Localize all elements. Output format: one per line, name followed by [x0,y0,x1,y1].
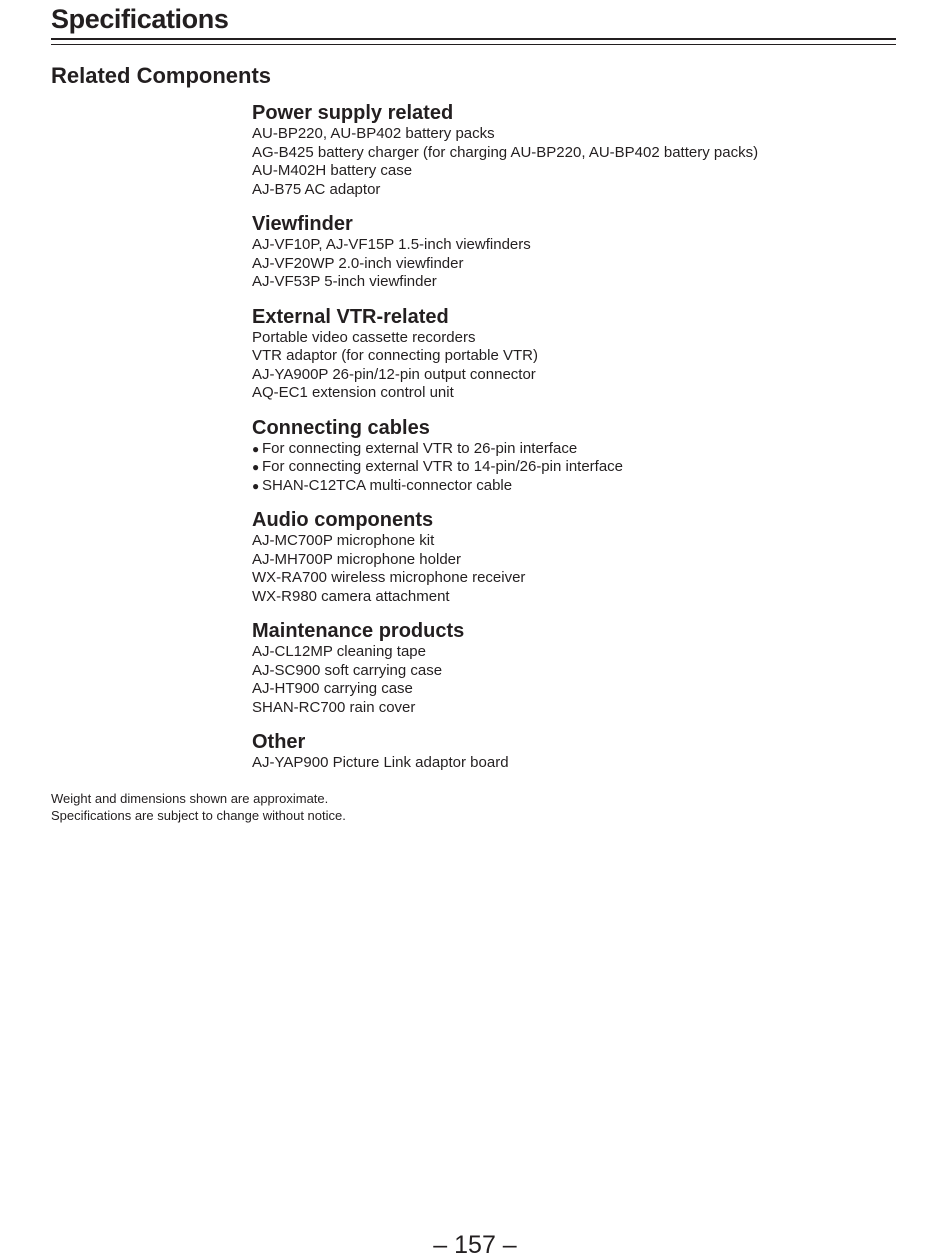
group-list [252,532,892,606]
component-group [252,619,892,717]
list-item-text: VTR adaptor (for connecting portable VTR) [252,347,538,364]
component-group [252,416,892,496]
list-item-text: Portable video cassette recorders [252,328,476,346]
list-item [252,754,892,773]
list-item-text: AJ-YAP900 Picture Link adaptor board [252,754,509,771]
list-item [252,662,892,681]
list-item [252,458,892,477]
list-item [252,144,892,163]
notes [51,790,346,824]
component-groups [252,101,892,786]
list-item [252,680,892,699]
bullet-icon: ● [252,478,260,493]
group-list [252,329,892,403]
list-item [252,384,892,403]
group-heading: Maintenance products [252,620,465,642]
group-list [252,643,892,717]
header-rule-thin [51,44,896,45]
list-item [252,477,892,496]
list-item [252,347,892,366]
header-rule-thick [51,38,896,40]
list-item [252,643,892,662]
note-subject-to-change: Specifications are subject to change without notice. [51,808,346,823]
page-title: Specifications [51,4,229,34]
list-item [252,440,892,459]
list-item [252,255,892,274]
list-item-text: AU-BP220, AU-BP402 battery packs [252,125,495,142]
list-item-text: AQ-EC1 extension control unit [252,384,454,401]
list-item [252,181,892,200]
list-item-text: AJ-VF10P, AJ-VF15P 1.5-inch viewfinders [252,236,531,253]
bullet-icon: ● [252,441,260,456]
group-heading: External VTR-related [252,305,449,328]
list-item-text: AJ-MH700P microphone holder [252,550,461,568]
component-group [252,730,892,773]
list-item-text: For connecting external VTR to 26-pin interface [262,439,578,457]
page-header [51,2,896,45]
group-list [252,236,892,292]
list-item-text: AJ-YA900P 26-pin/12-pin output connector [252,365,536,383]
list-item [252,125,892,144]
list-item-text: For connecting external VTR to 14-pin/26-pin interface [262,458,624,475]
list-item-text: AJ-VF20WP 2.0-inch viewfinder [252,254,464,272]
list-item-text: AG-B425 battery charger (for charging AU-BP220, AU-BP402 battery packs) [252,143,759,161]
group-list [252,440,892,496]
list-item [252,532,892,551]
component-group [252,101,892,199]
page-number: – 157 – [433,1231,517,1259]
list-item-text: AJ-CL12MP cleaning tape [252,643,426,660]
list-item-text: WX-R980 camera attachment [252,587,450,605]
note-approximate: Weight and dimensions shown are approximate. [51,791,329,806]
list-item [252,236,892,255]
group-list [252,754,892,773]
list-item [252,329,892,348]
list-item-text: AJ-MC700P microphone kit [252,532,435,549]
list-item [252,588,892,607]
group-heading: Other [252,731,306,753]
list-item-text: AJ-B75 AC adaptor [252,180,381,198]
group-list [252,125,892,199]
component-group [252,508,892,606]
group-heading: Audio components [252,509,434,531]
list-item [252,366,892,385]
list-item [252,273,892,292]
list-item-text: AJ-HT900 carrying case [252,680,413,697]
list-item [252,162,892,181]
component-group [252,305,892,403]
list-item [252,699,892,718]
section-title: Related Components [51,63,272,88]
list-item-text: AU-M402H battery case [252,162,413,179]
list-item-text: SHAN-C12TCA multi-connector cable [262,476,513,494]
group-heading: Connecting cables [252,416,430,439]
bullet-icon: ● [252,460,260,474]
list-item-text: SHAN-RC700 rain cover [252,698,416,716]
list-item-text: AJ-VF53P 5-inch viewfinder [252,273,437,290]
group-heading: Power supply related [252,102,454,124]
list-item-text: AJ-SC900 soft carrying case [252,661,443,679]
list-item [252,569,892,588]
list-item-text: WX-RA700 wireless microphone receiver [252,569,526,586]
group-heading: Viewfinder [252,213,353,235]
component-group [252,212,892,292]
list-item [252,551,892,570]
